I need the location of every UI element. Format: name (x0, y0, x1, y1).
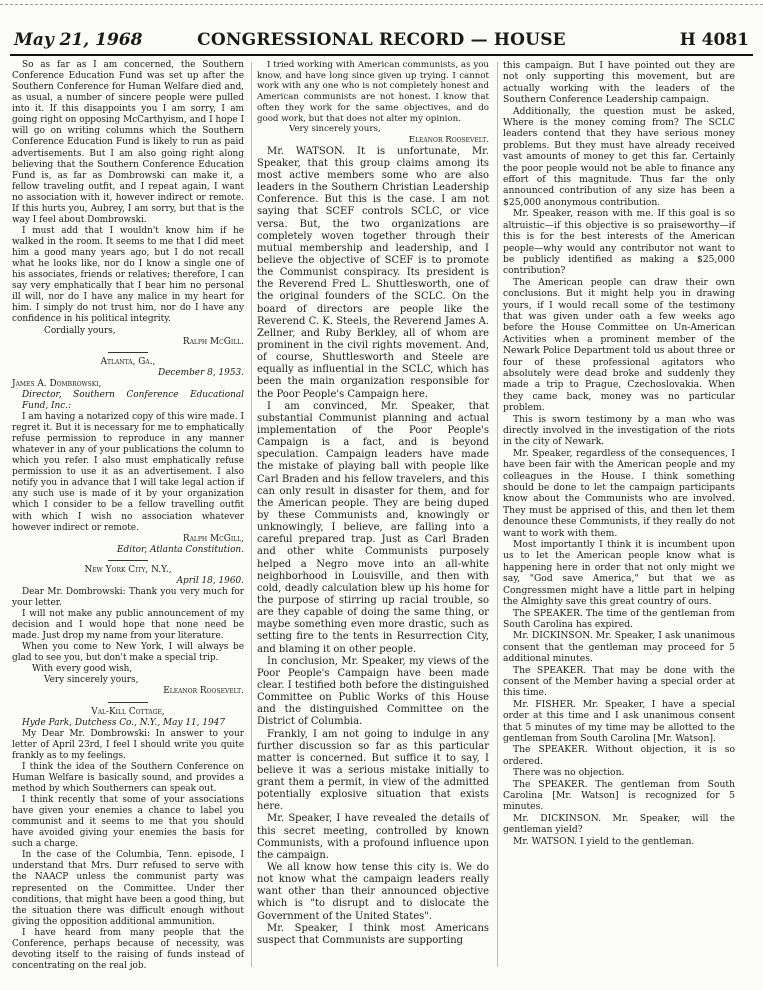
paragraph: When you come to New York, I will always be glad to see you, but don't make a special trip. (12, 642, 244, 664)
letter-place: Val-Kill Cottage, (91, 706, 165, 717)
paragraph: I think the idea of the Southern Conference on Human Welfare is basically sound, and provides a method by which Southerners can speak out. (12, 761, 244, 794)
letter-closing: Very sincerely yours, (289, 124, 381, 135)
paragraph: The SPEAKER. The time of the gentleman from South Carolina has expired. (503, 607, 735, 630)
paragraph: Mr. Speaker, regardless of the consequences, I have been fair with the American people and my colleagues in the House. I think something should be done to let the campaign participants know about the Communists who are involved. They must be apprised of this, and then let them denounce these Communists, if they really do not want to work with them. (503, 447, 735, 539)
paragraph: The American people can draw their own conclusions. But it might help you in drawing yours, if I would recall some of the testimony that was given under oath a few weeks ago before the House Committee on Un-American Activities when a prominent member of the Newark Police Department told us about three or four of these professional agitators who absolutely were dead broke and suddenly they made a trip to Prague, Czechoslovakia. When they came back, money was no particular problem. (503, 276, 735, 414)
paragraph: Frankly, I am not going to indulge in any further discussion so far as this particular matter is concerned. But suffice it to say, I believe it was a serious mistake initially to grant them a permit, in view of the admitted potentially explosive situation that exists here. (257, 728, 489, 813)
paragraph: I will not make any public announcement of my decision and I would hope that none need be made. Just drop my name from your literature. (12, 609, 244, 642)
paragraph: Mr. Speaker, reason with me. If this goal is so altruistic—if this objective is so praiseworthy—if this is for the best interests of the American people—why would any contributor not want to be publicly identified as making a $25,000 contribution? (503, 208, 735, 277)
signature: Ralph McGill, (182, 533, 244, 544)
paragraph: The SPEAKER. That may be done with the consent of the Member having a special order at this time. (503, 664, 735, 699)
header-page-number: H 4081 (679, 30, 749, 50)
page-header (10, 28, 753, 56)
paragraph: The SPEAKER. Without objection, it is so ordered. (503, 744, 735, 767)
paragraph: Mr. Speaker, I have revealed the details of this secret meeting, controlled by known Communists, with a profound influence upon the campaign. (257, 813, 489, 861)
letter-place: New York City, N.Y., (84, 564, 172, 575)
header-date: May 21, 1968 (14, 30, 143, 50)
divider-rule (108, 352, 148, 353)
paragraph: Mr. FISHER. Mr. Speaker, I have a special order at this time and I ask unanimous consent that 5 minutes of my time may be allotted to the gentleman from South Carolina [Mr. Watson]. (503, 698, 735, 744)
paragraph: In the case of the Columbia, Tenn. episode, I understand that Mrs. Durr refused to serve with the NAACP unless the communist party was represented on the Committee. Under ther conditions, that might have been a good thing, but the situation there was difficult enough without giving the opposition additional ammunition. (12, 850, 244, 927)
paragraph: I am having a notarized copy of this wire made. I regret it. But it is necessary for me to emphatically refuse permission to reproduce in any manner whatever in any of your publications the column to which you refer. I also must emphatically refuse permission to use it as an advertisement. I also notify you in advance that I will take legal action if any such use is made of it by your organization which I consider to be a fellow travelling outfit with which I wish no association whatever however indirect or remote. (12, 411, 244, 533)
paragraph: This is sworn testimony by a man who was directly involved in the investigation of the riots in the city of Newark. (503, 413, 735, 448)
letter-date: December 8, 1953. (157, 367, 244, 378)
letter-date: Hyde Park, Dutchess Co., N.Y., May 11, 1947 (22, 717, 225, 728)
signature: Eleanor Roosevelt. (163, 686, 244, 697)
signature-title: Editor, Atlanta Constitution. (117, 544, 244, 555)
addressee: James A. Dombrowski, (12, 378, 102, 389)
paragraph: My Dear Mr. Dombrowski: In answer to your letter of April 23rd, I feel I should write you quite frankly as to my feelings. (12, 728, 244, 761)
paragraph: I am convinced, Mr. Speaker, that substantial Communist planning and actual implementation of the Poor People's Campaign is a fact, and is beyond speculation. Campaign leaders have made the mistake of playing ball with people like Carl Braden and his fellow travelers, and this can only result in disaster for them, and for the American people. They are being duped by these Communists and, knowingly or unknowingly, I believe, are falling into a careful prepared trap. Just as Carl Braden and other white Communists purposely helped a Negro move into an all-white neighborhood in Louisville, and then with cold, deadly calculation blew up his home for the purpose of stirring up racial trouble, so are they capable of doing the same thing, or maybe something even more drastic, such as setting fire to the tents in Resurrection City, and blaming it on other people. (257, 400, 489, 655)
header-title: CONGRESSIONAL RECORD — HOUSE (197, 30, 566, 50)
paragraph: Mr. DICKINSON. Mr. Speaker, I ask unanimous consent that the gentleman may proceed for 5 additional minutes. (503, 630, 735, 665)
paragraph: I must add that I wouldn't know him if he walked in the room. It seems to me that I did meet him a good many years ago, but I do not recall what he looks like, nor do I know a single one of his associates, friends or relatives; therefore, I can say very emphatically that I bear him no personal ill will, nor do I have any malice in my heart for him. I simply do not trust him, nor do I have any confidence in his political integrity. (12, 225, 244, 325)
column-3 (503, 60, 735, 847)
addressee-title: Director, Southern Conference Educational Fund, Inc.: (22, 389, 244, 411)
paragraph: Mr. WATSON. It is unfortunate, Mr. Speaker, that this group claims among its most active members some who are also leaders in the Southern Christian Leadership Conference. But this is the case. I am not saying that SCEF controls SCLC, or vice versa. But, the two organizations are completely woven together through their mutual membership and leadership, and I believe the objective of SCEF is to promote the Communist conspiracy. Its president is the Reverend Fred L. Shuttlesworth, one of the original founders of the SCLC. On the board of directors are people like the Reverend C. K. Steels, the Reverend James A. Zellner, and Ruby Berkley, all of whom are prominent in the civil rights movement. And, of course, Shuttlesworth and Steele are equally as influential in the SCLC, which has been the main organization responsible for the Poor People's Campaign here. (257, 145, 489, 400)
paragraph: Dear Mr. Dombrowski: Thank you very much for your letter. (12, 586, 244, 608)
signature: Eleanor Roosevelt. (408, 135, 489, 146)
letter-date: April 18, 1960. (176, 575, 244, 586)
letter-place: Atlanta, Ga., (100, 356, 156, 367)
letter-closing: Cordially yours, (44, 325, 116, 336)
paragraph: There was no objection. (513, 767, 625, 779)
speech-body (257, 146, 489, 947)
paragraph: So as far as I am concerned, the Southern Conference Education Fund was set up after the Southern Conference for Human Welfare died and, as usual, a number of sincere people were pulled into it. If this disappoints you I am sorry, I am going right on opposing McCarthyism, and I hope I will go on writing columns which the Southern Conference Education Fund is likely to run as paid advertisements. But I am also going right along believing that the Southern Conference Education Fund is, as far as Dombrowski can make it, a fellow traveling outfit, and I repeat again, I want no association with it, however indirect or remote. If this hurts you, Aubrey, I am sorry, but that is the way I feel about Dombrowski. (12, 60, 244, 225)
paragraph: Mr. DICKINSON. Mr. Speaker, will the gentleman yield? (503, 812, 735, 836)
paragraph: I have heard from many people that the Conference, perhaps because of necessity, was devoting itself to the raising of funds instead of concentrating on the real job. (12, 927, 244, 971)
paragraph: I think recently that some of your associations have given your enemies a chance to label you communist and it seems to me that you should have avoided giving your enemies the basis for such a charge. (12, 795, 244, 850)
column-1 (12, 60, 244, 972)
paragraph: I tried working with American communists, as you know, and have long since given up trying. I cannot work with any one who is not completely honest and American communists are not honest. I know that often they work for the same objectives, and do good work, but that does not alter my opinion. (257, 60, 489, 124)
letter-closing: Very sincerely yours, (44, 675, 139, 686)
paragraph: We all know how tense this city is. We do not know what the campaign leaders really want other than their announced objective which is "to disrupt and to dislocate the Government of the United States". (257, 862, 489, 922)
divider-rule (108, 560, 148, 561)
divider-rule (108, 702, 148, 703)
paragraph: Most importantly I think it is incumbent upon us to let the American people know what is happening here in order that not only might we say, "God save America," but that we as Congressmen might have a little part in helping the Almighty save this great country of ours. (503, 539, 735, 608)
letter-closing: With every good wish, (32, 664, 133, 675)
paragraph: this campaign. But I have pointed out they are not only supporting this movement, but are actually working with the leaders of the Southern Conference Leadership campaign. (503, 60, 735, 106)
paragraph: Additionally, the question must be asked, Where is the money coming from? The SCLC leaders contend that they have serious money problems. But they must have already received vast amounts of money to get this far. Certainly the poor people would not be able to finance any effort of this magnitude. Thus far the only announced contribution of any size has been a $25,000 anonymous contribution. (503, 105, 735, 208)
paragraph: Mr. WATSON. I yield to the gentleman. (513, 835, 695, 847)
column-divider (497, 62, 498, 967)
column-divider (251, 62, 252, 967)
column-2 (257, 60, 489, 947)
signature: Ralph McGill. (182, 336, 244, 347)
paragraph: Mr. Speaker, I think most Americans suspect that Communists are supporting (257, 922, 489, 946)
top-dashed-rule (0, 0, 763, 5)
paragraph: In conclusion, Mr. Speaker, my views of the Poor People's Campaign have been made clear. I testified both before the distinguished Committee on Public Works of this House and the distinguished Committee on the District of Columbia. (257, 655, 489, 728)
paragraph: The SPEAKER. The gentleman from South Carolina [Mr. Watson] is recognized for 5 minutes. (503, 778, 735, 813)
